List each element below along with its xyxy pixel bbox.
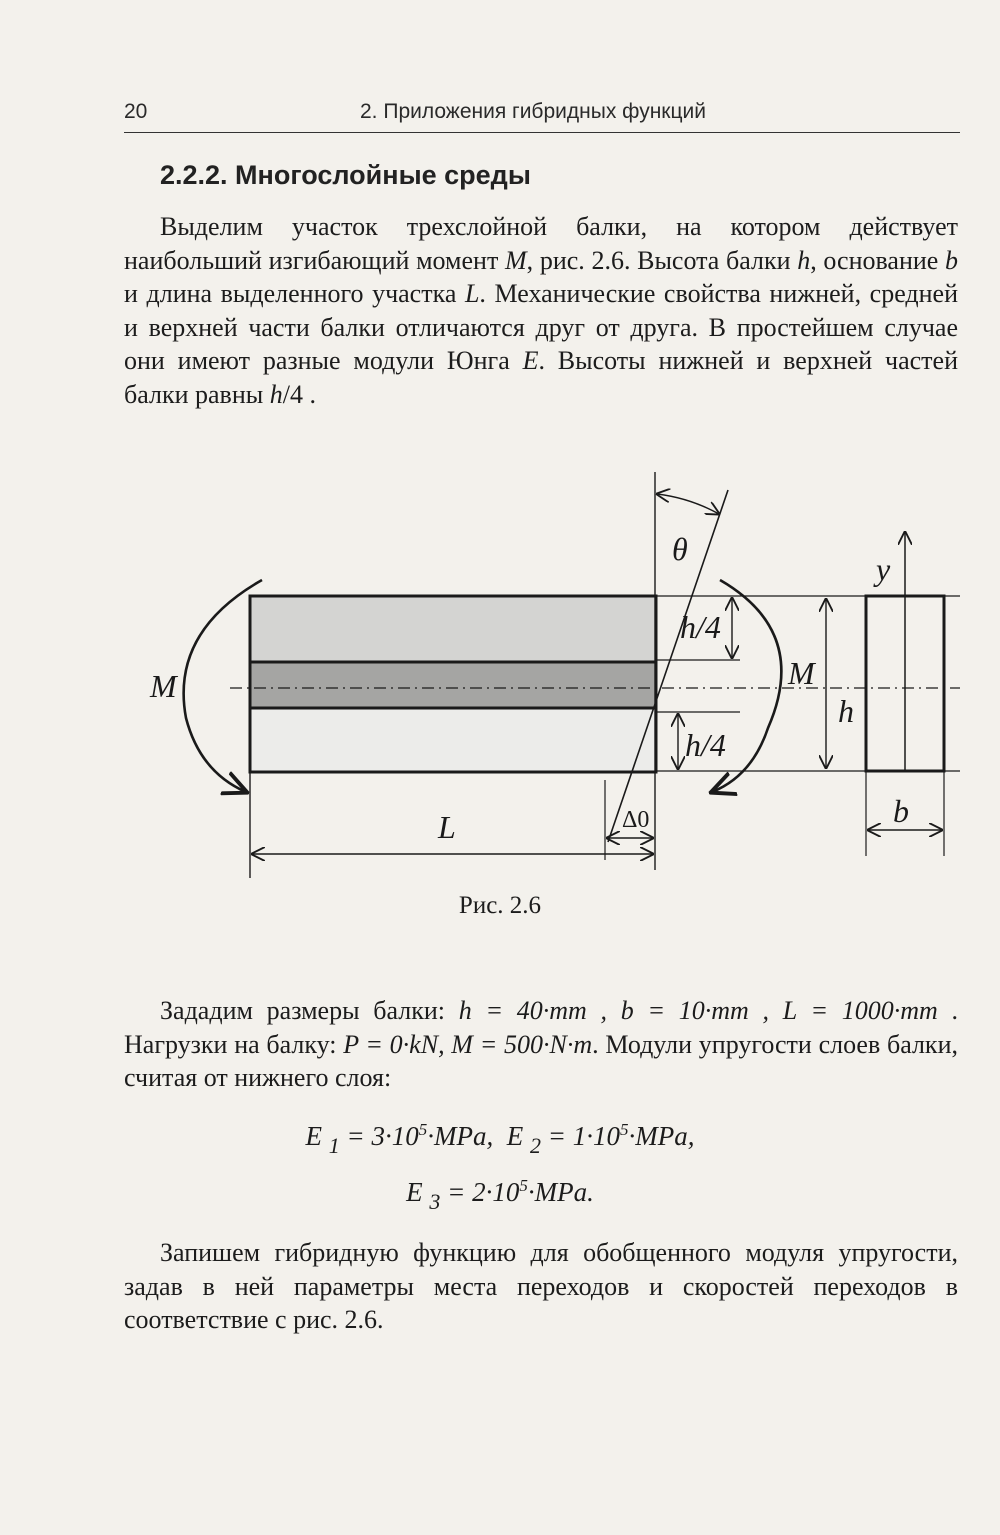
beam-bottom-layer	[250, 708, 656, 772]
y-axis-label: y	[876, 551, 891, 587]
moment-label-left: M	[150, 668, 177, 704]
delta-label: Δ0	[622, 807, 650, 833]
paragraph-dimensions: Зададим размеры балки: h = 40·mm , b = 10·mm , L = 1000·mm . Нагрузки на балку: P = 0·kN, M = 500·N·m. Модули упругости слоев балки, считая от нижнего слоя:	[124, 996, 958, 1092]
height-label: h	[838, 693, 854, 729]
length-label: L	[438, 809, 456, 845]
theta-label: θ	[672, 531, 688, 567]
paragraph-hybrid-function: Запишем гибридную функцию для обобщенного модуля упругости, задав в ней параметры места переходов и скоростей переходов в соответствие с рис. 2.6.	[124, 1238, 958, 1334]
section-title: 2.2.2. Многослойные среды	[160, 160, 531, 190]
page-number: 20	[124, 100, 148, 123]
running-title: 2. Приложения гибридных функций	[360, 100, 706, 123]
figure-caption: Рис. 2.6	[458, 892, 542, 919]
top-quarter-label: h/4	[680, 609, 721, 645]
bottom-quarter-label: h/4	[685, 727, 726, 763]
paragraph-intro: Выделим участок трехслойной балки, на котором действует наибольший изгибающий момент M, рис. 2.6. Высота балки h, основание b и длина выделенного участка L. Механические свойства нижней, средней и верхней части балки отличаются друг от друга. В простейшем случае они имеют разные модули Юнга E. Высоты нижней и верхней частей балки равны h/4 .	[124, 212, 959, 409]
beam-middle-layer	[250, 662, 656, 708]
moment-label-right: M	[788, 655, 815, 691]
theta-angle-arc	[657, 494, 719, 514]
formula-e3: E $_3 = 2\cdot 10^5\cdot MPa$.	[406, 1176, 594, 1214]
base-label: b	[893, 793, 909, 829]
formula-e1-e2: E $_1 = 3\cdot 10^5\cdot MPa$, E $_2 = 1\cdot 10^5\cdot MPa$,	[305, 1120, 695, 1158]
beam-top-layer	[250, 596, 656, 662]
